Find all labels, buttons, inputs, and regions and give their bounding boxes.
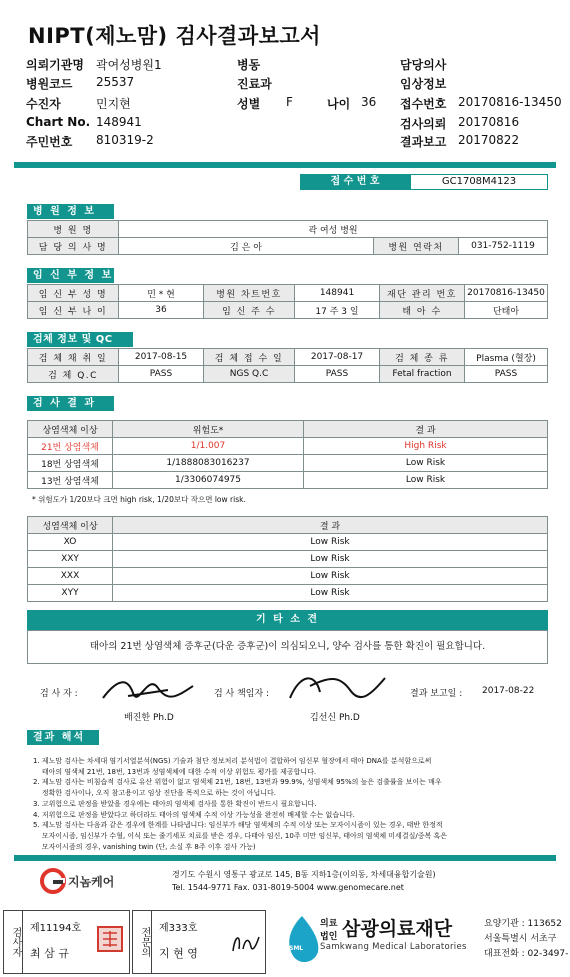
bottom-divider: [14, 855, 556, 861]
verifier-tag: 전문의: [133, 911, 152, 973]
specimen-ngs-label: NGS Q.C: [204, 366, 295, 383]
code-label: 병원코드: [26, 77, 73, 91]
org-code: 요양기관 : 113652: [484, 919, 562, 929]
specimen-ff-value: PASS: [465, 366, 548, 383]
result-col-header: 결 과: [304, 421, 548, 438]
interpretation-text: [33, 756, 553, 852]
other-opinion-title: 기 타 소 견: [27, 610, 548, 630]
sex-value: F: [286, 95, 293, 109]
receipt-box-value: GC1708M4123: [410, 174, 548, 190]
sex-name: XXX: [28, 568, 113, 585]
pregnant-mgmt-label: 재단 관리 번호: [380, 285, 465, 302]
sex-result: Low Risk: [113, 551, 548, 568]
pregnant-name-value: 민 * 현: [119, 285, 204, 302]
company-address: 경기도 수원시 영통구 광교로 145, B동 지하1층(이의동, 차세대융합기술원): [172, 870, 436, 879]
sex-result: Low Risk: [113, 568, 548, 585]
autosome-risk: 1/1.007: [113, 438, 304, 455]
risk-col-header: 위험도*: [113, 421, 304, 438]
hospital-name-value: 곽 여성 병원: [119, 221, 548, 238]
sex-name: XXY: [28, 551, 113, 568]
pregnant-chart-value: 148941: [295, 285, 380, 302]
hospital-doc-value: 김 은 아: [119, 238, 374, 255]
id-value: 810319-2: [96, 133, 154, 147]
request-label: 검사의뢰: [400, 117, 447, 131]
receipt-label: 접수번호: [400, 97, 447, 111]
tester-signature: [98, 668, 198, 708]
hospital-contact-value: 031-752-1119: [459, 238, 548, 255]
pregnant-chart-label: 병원 차트번호: [204, 285, 295, 302]
report-date-label: 결과보고: [400, 135, 447, 149]
sex-result: Low Risk: [113, 534, 548, 551]
pregnant-fetus-label: 태 아 수: [380, 302, 465, 319]
tester-tag: 검사자: [4, 911, 23, 973]
table-row: [28, 455, 548, 472]
age-label: 나이: [327, 97, 351, 111]
sex-chromosome-table: [27, 516, 548, 602]
results-section-title: 검 사 결 과: [27, 396, 114, 411]
specimen-qc-label: 검 체 Q.C: [28, 366, 119, 383]
hospital-section-title: 병 원 정 보: [27, 204, 114, 219]
sml-logo-text: SML: [289, 945, 304, 952]
sex-label: 성별: [237, 97, 261, 111]
code-value: 25537: [96, 75, 135, 89]
autosome-risk: 1/1888083016237: [113, 455, 304, 472]
seal-icon: [96, 925, 124, 953]
org-small-1: 의료: [320, 919, 338, 929]
specimen-qc-value: PASS: [119, 366, 204, 383]
interpretation-line: 2. 제노맘 검사는 비침습적 검사로 유산 위험이 없고 염색체 21번, 18번, 13번과 99.9%, 성염색체 95%의 높은 검출률을 보이는 매우: [33, 778, 442, 787]
table-row: [28, 438, 548, 455]
org-name: 삼광의료재단: [342, 918, 453, 940]
org-address: 서울특별시 서초구: [484, 934, 557, 944]
table-row: [28, 568, 548, 585]
hospital-table: [27, 220, 548, 255]
tester-info-box: [3, 910, 130, 974]
hospital-name-label: 병 원 명: [28, 221, 119, 238]
hospital-doc-label: 담 당 의 사 명: [28, 238, 119, 255]
sex-result-col-header: 결 과: [113, 517, 548, 534]
report-date-value: 20170822: [458, 133, 520, 147]
specimen-type-value: Plasma (혈장): [465, 349, 548, 366]
report-title: NIPT(제노맘) 검사결과보고서: [28, 24, 321, 48]
genomecare-logo-icon: [38, 866, 68, 896]
autosome-name: 21번 상염색체: [28, 438, 113, 455]
specimen-collect-value: 2017-08-15: [119, 349, 204, 366]
verifier-license: 제333호: [159, 923, 198, 934]
tester-label: 검 사 자 :: [40, 689, 78, 699]
ward-label: 병동: [237, 58, 261, 72]
receipt-box-label: 접 수 번 호: [300, 174, 410, 190]
pregnant-name-label: 임 신 부 성 명: [28, 285, 119, 302]
doctor-label: 담당의사: [400, 58, 447, 72]
interpretation-line: 5. 제노맘 검사는 다음과 같은 경우에 한계를 나타냅니다: 임신부가 해당 염색체의 수적 이상 또는 모자이시즘이 있는 경우, 태반 한정적: [33, 821, 443, 830]
specimen-section-title: 검체 정보 및 QC: [27, 332, 133, 347]
sml-logo-icon: [284, 914, 320, 968]
pregnant-age-value: 36: [119, 302, 204, 319]
patient-label: 수진자: [26, 97, 61, 111]
pregnant-mgmt-value: 20170816-13450: [465, 285, 548, 302]
interpretation-line: 3. 고위험으로 판정을 받았을 경우에는 태아의 염색체 검사를 통한 확진이 반드시 필요합니다.: [33, 799, 317, 808]
sex-name: XO: [28, 534, 113, 551]
manager-label: 검 사 책임자 :: [214, 689, 270, 699]
autosome-risk: 1/3306074975: [113, 472, 304, 489]
report-date-value-2: 2017-08-22: [482, 686, 535, 696]
top-divider: [14, 162, 556, 168]
pregnant-age-label: 임 신 부 나 이: [28, 302, 119, 319]
verifier-info-box: [132, 910, 266, 974]
autosome-name: 13번 상염색체: [28, 472, 113, 489]
pregnant-table: [27, 284, 548, 319]
org-english-name: Samkwang Medical Laboratories: [320, 942, 467, 952]
manager-signature: [280, 666, 390, 706]
specimen-collect-label: 검 체 채 취 일: [28, 349, 119, 366]
autosome-result: Low Risk: [304, 455, 548, 472]
request-value: 20170816: [458, 115, 520, 129]
pregnant-fetus-value: 단태아: [465, 302, 548, 319]
interpretation-line: 태아의 염색체 21번, 18번, 13번과 성염색체에 대한 수적 이상 위험도 평가를 제공합니다.: [33, 767, 317, 776]
sex-name: XYY: [28, 585, 113, 602]
hospital-contact-label: 병원 연락처: [374, 238, 459, 255]
pregnant-weeks-label: 임 신 주 수: [204, 302, 295, 319]
specimen-type-label: 검 체 종 류: [380, 349, 465, 366]
interpretation-line: 모자이시즘의 경우, vanishing twin (단, 소실 후 8주 이후 검사 가능): [33, 842, 256, 851]
risk-footnote: * 위험도가 1/20보다 크면 high risk, 1/20보다 작으면 low risk.: [32, 495, 246, 504]
autosome-name: 18번 상염색체: [28, 455, 113, 472]
manager-name: 김선신 Ph.D: [310, 713, 360, 723]
patient-value: 민지현: [96, 97, 131, 111]
clinical-label: 임상정보: [400, 77, 447, 91]
sex-result: Low Risk: [113, 585, 548, 602]
pregnant-weeks-value: 17 주 3 일: [295, 302, 380, 319]
tester-footer-name: 최 삼 규: [30, 947, 69, 960]
company-logo-text: 지놈케어: [68, 875, 115, 889]
company-contact: Tel. 1544-9771 Fax. 031-8019-5004 www.genomecare.net: [172, 883, 404, 892]
table-row: [28, 472, 548, 489]
inst-value: 곽여성병원1: [96, 58, 162, 72]
age-value: 36: [361, 95, 377, 109]
organization-footer: [270, 910, 570, 974]
table-row: [28, 534, 548, 551]
specimen-recv-label: 검 체 접 수 일: [204, 349, 295, 366]
report-date-label-2: 결과 보고일 :: [410, 689, 463, 699]
autosome-table: [27, 420, 548, 489]
specimen-recv-value: 2017-08-17: [295, 349, 380, 366]
org-tel: 대표전화 : 02-3497-: [484, 949, 569, 959]
autosome-result: High Risk: [304, 438, 548, 455]
verifier-footer-name: 지 현 영: [159, 947, 198, 960]
verifier-signature: [227, 927, 261, 957]
receipt-value: 20170816-13450: [458, 95, 562, 109]
org-small-2: 법인: [320, 932, 338, 942]
specimen-ngs-value: PASS: [295, 366, 380, 383]
pregnant-section-title: 임 신 부 정 보: [27, 268, 114, 283]
specimen-ff-label: Fetal fraction: [380, 366, 465, 383]
interpretation-line: 4. 저위험으로 판정을 받았다고 하더라도 태아의 염색체 수적 이상 가능성을 완전히 배제할 수는 없습니다.: [33, 810, 355, 819]
specimen-table: [27, 348, 548, 383]
tester-name: 배진한 Ph.D: [124, 713, 174, 723]
sex-col-header: 성염색체 이상: [28, 517, 113, 534]
interpretation-line: 1. 제노맘 검사는 차세대 염기서열분석(NGS) 기술과 첨단 정보처리 분석법이 결합하여 임신부 혈장에서 태아 DNA를 분석함으로써: [33, 757, 432, 765]
interpretation-line: 정확한 검사이나, 오직 참고용이고 임상 진단을 목적으로 하는 것이 아닙니다.: [33, 789, 276, 798]
id-label: 주민번호: [26, 135, 73, 149]
autosome-col-header: 상염색체 이상: [28, 421, 113, 438]
table-row: [28, 551, 548, 568]
autosome-result: Low Risk: [304, 472, 548, 489]
chart-value: 148941: [96, 115, 142, 129]
interpretation-title: 결과 해석: [27, 730, 99, 745]
chart-label: Chart No.: [26, 115, 91, 129]
other-opinion-text: 태아의 21번 상염색체 증후군(다운 증후군)이 의심되오니, 양수 검사를 통한 확진이 필요합니다.: [27, 630, 548, 664]
table-row: [28, 585, 548, 602]
interpretation-line: 모자이시즘, 임신부가 수혈, 이식 또는 줄기세포 치료를 받은 경우, 다태아 임신, 10주 미만 임신부, 태아의 염색체 미세결실/중복 혹은: [33, 831, 447, 840]
inst-label: 의뢰기관명: [26, 58, 84, 72]
dept-label: 진료과: [237, 77, 272, 91]
tester-license: 제11194호: [30, 923, 82, 934]
